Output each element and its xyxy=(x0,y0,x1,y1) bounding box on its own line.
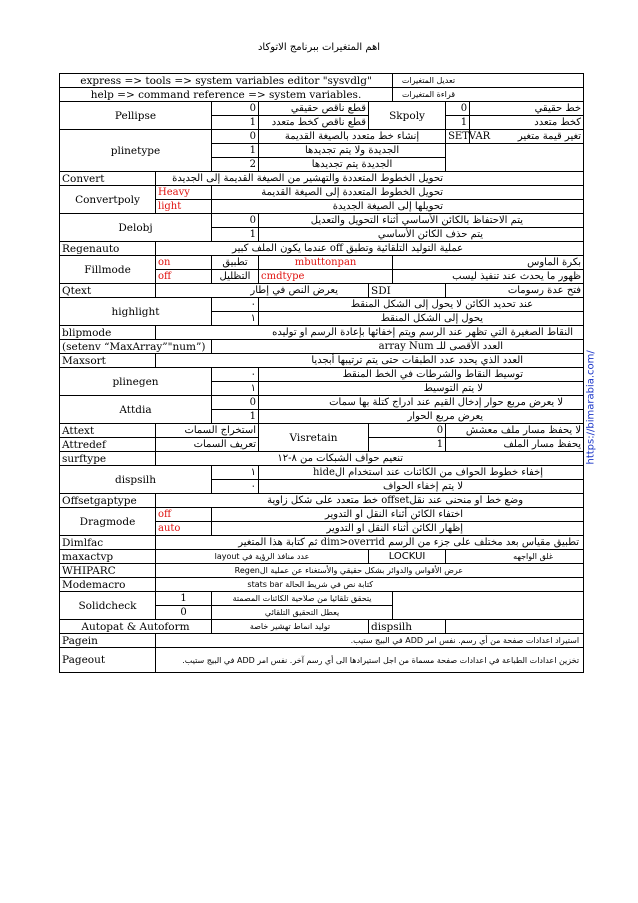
desc-cell: يتم حذف الكائن الأساسي xyxy=(259,228,584,242)
desc-cell: استيراد اعدادات صفحة من أي رسم. نفس امر ADD في البيج ستيب. xyxy=(156,634,584,648)
var-solidcheck: Solidcheck xyxy=(60,592,156,620)
value-cell: 0 xyxy=(212,396,259,410)
value-cell: 0 xyxy=(212,130,259,144)
value-cell: 0 xyxy=(369,424,446,438)
table-row xyxy=(60,368,584,382)
desc-cell: لا يحفظ مسار ملف معشش xyxy=(446,424,584,438)
table-row xyxy=(60,242,584,256)
desc-cell: فتح عدة رسومات xyxy=(446,284,584,298)
desc-cell: لا يتم إخفاء الحواف xyxy=(259,480,584,494)
blank-cell xyxy=(446,620,584,634)
desc-cell: اختفاء الكائن أثناء النقل او التدوير xyxy=(212,508,584,522)
desc-cell: تحويلها إلى الصيغة الجديدة xyxy=(212,200,584,214)
option-on: on xyxy=(156,256,212,270)
table-row xyxy=(60,648,584,673)
var-attredef: Attredef xyxy=(60,438,156,452)
desc-cell: يحفظ مسار الملف xyxy=(446,438,584,452)
value-cell: 1 xyxy=(212,116,259,130)
var-sdi: SDI xyxy=(369,284,446,298)
desc-cell: توسيط النقاط والشرطات في الخط المنقط xyxy=(259,368,584,382)
desc-cell: العدد الأقصى للـ array Num xyxy=(212,340,584,354)
blank-cell xyxy=(446,158,584,172)
variables-table xyxy=(59,73,584,673)
var-attext: Attext xyxy=(60,424,156,438)
var-blipmode: blipmode xyxy=(60,326,156,340)
table-row xyxy=(60,592,584,606)
page-title: اهم المتغيرات ببرنامج الاتوكاد xyxy=(257,42,381,53)
desc-cell: تحويل الخطوط المتعددة والتهشير من الصيغة القديمة إلى الجديدة xyxy=(156,172,584,186)
desc-cell: إخفاء خطوط الحواف من الكائنات عند استخدام الhide xyxy=(259,466,584,480)
option-auto: auto xyxy=(156,522,212,536)
desc-cell: خط حقيقي xyxy=(470,102,584,116)
desc-cell: تغير قيمة متغير xyxy=(470,130,584,144)
desc-cell: تنعيم حواف الشبكات من ٨-١٢ xyxy=(156,452,584,466)
desc-cell: توليد انماط تهشير خاصة xyxy=(212,620,369,634)
table-row xyxy=(60,354,584,368)
table-row xyxy=(60,620,584,634)
var-dispsilh: dispsilh xyxy=(60,466,212,494)
desc-cell: تطبيق xyxy=(212,256,259,270)
desc-cell: تحويل الخطوط المتعددة إلى الصيغة القديمة xyxy=(212,186,584,200)
var-pellipse: Pellipse xyxy=(60,102,212,130)
value-cell: 1 xyxy=(446,116,470,130)
desc-cell: استخراج السمات xyxy=(156,424,259,438)
value-cell: ١ xyxy=(212,312,259,326)
desc-cell: إنشاء خط متعدد بالصيغة القديمة xyxy=(259,130,446,144)
table-row xyxy=(60,424,584,438)
table-row xyxy=(60,340,584,354)
table-row xyxy=(60,550,584,564)
desc-cell: قطع ناقص كخط متعدد xyxy=(259,116,369,130)
var-plinegen: plinegen xyxy=(60,368,212,396)
desc-cell: لا يعرض مربع حوار إدخال القيم عند ادراج كتلة بها سمات xyxy=(259,396,584,410)
edit-vars-label: تعديل المتغيرات xyxy=(393,74,584,88)
desc-cell: قطع ناقص حقيقي xyxy=(259,102,369,116)
table-row xyxy=(60,578,584,592)
read-vars-label: قراءة المتغيرات xyxy=(393,88,584,102)
desc-cell: يعرض النص في إطار xyxy=(156,284,369,298)
desc-cell: العدد الذي يحدد عدد الطبقات حتى يتم ترتيبها أبجديا xyxy=(156,354,584,368)
desc-cell: عملية التوليد التلقائية وتطبق off عندما يكون الملف كبير xyxy=(156,242,584,256)
desc-cell: غلق الواجهه xyxy=(446,550,584,564)
var-dispsilh-2: dispsilh xyxy=(369,620,446,634)
value-cell: 1 xyxy=(156,592,212,606)
var-convert: Convert xyxy=(60,172,156,186)
desc-cell: عند تحديد الكائن لا يحول إلى الشكل المنقط xyxy=(259,298,584,312)
value-cell: 1 xyxy=(212,410,259,424)
option-heavy: Heavy xyxy=(156,186,212,200)
table-row xyxy=(60,564,584,578)
help-path: help => command reference => system variables. xyxy=(60,88,393,102)
desc-cell: عرض الأقواس والدوائر بشكل حقيقي والأستغناء عن عملية الRegen xyxy=(156,564,584,578)
desc-cell: كتابة نص في شريط الحالة stats bar xyxy=(156,578,584,592)
var-plinetype: plinetype xyxy=(60,130,212,172)
var-offsetgaptype: Offsetgaptype xyxy=(60,494,156,508)
table-row xyxy=(60,88,584,102)
var-autopat: Autopat & Autoform xyxy=(60,620,212,634)
var-modemacro: Modemacro xyxy=(60,578,156,592)
var-lockui: LOCKUI xyxy=(369,550,446,564)
value-cell: ٠ xyxy=(212,298,259,312)
desc-cell: يعطل التحقيق التلقائي xyxy=(212,606,393,620)
table-row xyxy=(60,466,584,480)
var-attdia: Attdia xyxy=(60,396,212,424)
table-row xyxy=(60,130,584,144)
option-off: off xyxy=(156,270,212,284)
var-regenauto: Regenauto xyxy=(60,242,156,256)
desc-cell: إظهار الكائن أثناء النقل او التدوير xyxy=(212,522,584,536)
var-fillmode: Fillmode xyxy=(60,256,156,284)
table-row xyxy=(60,536,584,550)
value-cell: ١ xyxy=(212,382,259,396)
blank-cell xyxy=(393,592,584,620)
table-row xyxy=(60,634,584,648)
table-row xyxy=(60,256,584,270)
var-dimlfac: Dimlfac xyxy=(60,536,156,550)
desc-cell: عدد منافذ الرؤية في layout xyxy=(156,550,369,564)
var-visretain: Visretain xyxy=(259,424,369,452)
value-cell: 2 xyxy=(212,158,259,172)
desc-cell: يعرض مربع الحوار xyxy=(259,410,584,424)
desc-cell: يتحقق تلقائيا من صلاحية الكائنات المصمتة xyxy=(212,592,393,606)
var-qtext: Qtext xyxy=(60,284,156,298)
table-row xyxy=(60,74,584,88)
desc-cell: تعريف السمات xyxy=(156,438,259,452)
table-row xyxy=(60,298,584,312)
value-cell: 1 xyxy=(369,438,446,452)
table-row xyxy=(60,508,584,522)
table-row xyxy=(60,284,584,298)
var-surftype: surftype xyxy=(60,452,156,466)
value-cell: 0 xyxy=(446,102,470,116)
value-cell: 0 xyxy=(212,214,259,228)
option-light: light xyxy=(156,200,212,214)
var-setenv: (setenv “MaxArray”"num”) xyxy=(60,340,212,354)
value-cell: 0 xyxy=(212,102,259,116)
side-url-link[interactable]: https://bimarabia.com/ xyxy=(585,350,597,465)
table-row xyxy=(60,102,584,116)
var-pageout: Pageout xyxy=(60,648,156,673)
blank-cell xyxy=(446,144,584,158)
table-row xyxy=(60,186,584,200)
var-convertpoly: Convertpoly xyxy=(60,186,156,214)
table-row xyxy=(60,326,584,340)
desc-cell: لا يتم التوسيط xyxy=(259,382,584,396)
desc-cell: تخزين اعدادات الطباعة في اعدادات صفحة مسماة من اجل استيرادها الى أي رسم آخر. نفس امر ADD في البيج ستيب. xyxy=(156,648,584,673)
var-setvar: SETVAR xyxy=(446,130,470,144)
value-cell: ١ xyxy=(212,466,259,480)
value-cell: ٠ xyxy=(212,368,259,382)
table-row xyxy=(60,452,584,466)
value-cell: 1 xyxy=(212,228,259,242)
table-row xyxy=(60,214,584,228)
desc-cell: وضع خط او منحنى عند نقلoffset خط متعدد على شكل زاوية xyxy=(156,494,584,508)
value-cell: 0 xyxy=(156,606,212,620)
express-path: express => tools => system variables editor "sysvdlg" xyxy=(60,74,393,88)
desc-cell: يحول إلى الشكل المنقط xyxy=(259,312,584,326)
table-row xyxy=(60,494,584,508)
var-mbuttonpan: mbuttonpan xyxy=(259,256,393,270)
var-delobj: Delobj xyxy=(60,214,212,242)
var-dragmode: Dragmode xyxy=(60,508,156,536)
desc-cell: التظليل xyxy=(212,270,259,284)
desc-cell: الجديدة ولا يتم تجديدها xyxy=(259,144,446,158)
table-row xyxy=(60,396,584,410)
desc-cell: ظهور ما يحدث عند تنفيذ ليسب xyxy=(393,270,584,284)
desc-cell: بكرة الماوس xyxy=(393,256,584,270)
value-cell: 1 xyxy=(212,144,259,158)
var-maxsort: Maxsort xyxy=(60,354,156,368)
var-pagein: Pagein xyxy=(60,634,156,648)
table-row xyxy=(60,172,584,186)
option-off: off xyxy=(156,508,212,522)
desc-cell: يتم الاحتفاظ بالكائن الأساسي أثناء التحويل والتعديل xyxy=(259,214,584,228)
var-cmdtype: cmdtype xyxy=(259,270,393,284)
desc-cell: كخط متعدد xyxy=(470,116,584,130)
var-skpoly: Skpoly xyxy=(369,102,446,130)
var-whiparc: WHIPARC xyxy=(60,564,156,578)
var-highlight: highlight xyxy=(60,298,212,326)
value-cell: ٠ xyxy=(212,480,259,494)
desc-cell: النقاط الصغيرة التي تظهر عند الرسم ويتم إخفائها بإعادة الرسم او توليده xyxy=(156,326,584,340)
desc-cell: تطبيق مقياس بعد مختلف على جزء من الرسم dim>overrid ثم كتابة هذا المتغير xyxy=(156,536,584,550)
desc-cell: الجديدة يتم تجديدها xyxy=(259,158,446,172)
var-maxactvp: maxactvp xyxy=(60,550,156,564)
